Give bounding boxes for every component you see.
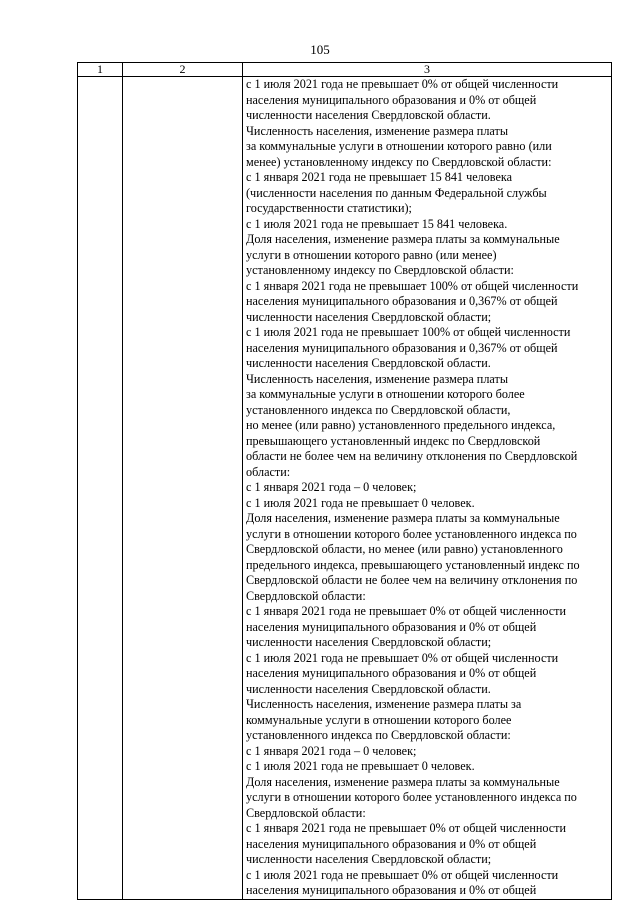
text-line: населения муниципального образования и 0% от общей xyxy=(246,666,537,680)
text-line: численности населения Свердловской области. xyxy=(246,681,491,696)
text-line: с 1 июля 2021 года не превышает 0 человек. xyxy=(246,495,475,510)
text-line: области не более чем на величину отклонения по Свердловской xyxy=(246,449,578,463)
text-line: с 1 января 2021 года не превышает 0% от общей численности xyxy=(246,604,567,618)
text-line: коммунальные услуги в отношении которого более xyxy=(246,712,512,727)
text-line: услуги в отношении которого более установленного индекса по xyxy=(246,790,577,804)
text-line: услуги в отношении которого более установленного индекса по xyxy=(246,526,577,541)
text-line: за коммунальные услуги в отношении которого равно (или xyxy=(246,139,552,153)
text-line: численности населения Свердловской области. xyxy=(246,108,491,122)
text-line: населения муниципального образования и 0% от общей xyxy=(246,836,537,851)
text-line: с 1 июля 2021 года не превышает 0% от общей численности xyxy=(246,650,559,665)
text-line: но менее (или равно) установленного предельного индекса, xyxy=(246,418,556,432)
column-header-3: 3 xyxy=(243,63,612,77)
text-line: Доля населения, изменение размера платы за коммунальные xyxy=(246,232,560,246)
text-line: Свердловской области не более чем на величину отклонения по xyxy=(246,573,578,587)
text-line: Доля населения, изменение размера платы за коммунальные xyxy=(246,511,560,525)
text-line: численности населения Свердловской области; xyxy=(246,309,492,324)
text-line: с 1 июля 2021 года не превышает 100% от общей численности xyxy=(246,325,571,339)
text-line: населения муниципального образования и 0% от общей xyxy=(246,619,537,634)
text-line: численности населения Свердловской области. xyxy=(246,356,491,370)
text-line: Свердловской области: xyxy=(246,805,366,820)
text-line: Численность населения, изменение размера платы за xyxy=(246,697,522,711)
table-cell-col-2 xyxy=(123,77,243,900)
text-line: установленному индексу по Свердловской области: xyxy=(246,263,514,277)
table-header-row xyxy=(78,63,612,77)
document-table xyxy=(77,62,612,900)
text-line: государственности статистики); xyxy=(246,201,412,215)
text-line: с 1 июля 2021 года не превышает 0% от общей численности xyxy=(246,77,559,91)
text-line: населения муниципального образования и 0% от общей xyxy=(246,883,537,897)
table-cell-col-1 xyxy=(78,77,123,900)
text-line: Доля населения, изменение размера платы за коммунальные xyxy=(246,774,560,789)
text-line: населения муниципального образования и 0,367% от общей xyxy=(246,294,558,308)
table-cell-col-3 xyxy=(243,77,612,900)
text-line: с 1 января 2021 года не превышает 15 841 человека xyxy=(246,170,513,184)
text-line: населения муниципального образования и 0,367% от общей xyxy=(246,340,558,355)
text-line: населения муниципального образования и 0% от общей xyxy=(246,92,537,107)
text-line: области: xyxy=(246,464,291,479)
text-line: с 1 июля 2021 года не превышает 15 841 человека. xyxy=(246,216,508,231)
column-header-1: 1 xyxy=(78,63,123,77)
text-line: (численности населения по данным Федеральной службы xyxy=(246,185,547,200)
text-line: Свердловской области, но менее (или равно) установленного xyxy=(246,542,563,556)
text-line: с 1 июля 2021 года не превышает 0% от общей численности xyxy=(246,867,559,882)
page-number: 105 xyxy=(310,42,330,57)
text-line: с 1 января 2021 года не превышает 100% от общей численности xyxy=(246,278,579,293)
text-line: превышающего установленный индекс по Свердловской xyxy=(246,433,541,448)
text-line: с 1 января 2021 года – 0 человек; xyxy=(246,743,417,758)
text-line: предельного индекса, превышающего установленный индекс по xyxy=(246,557,580,572)
table-row xyxy=(78,77,612,900)
text-line: за коммунальные услуги в отношении которого более xyxy=(246,387,525,401)
text-line: установленного индекса по Свердловской области, xyxy=(246,402,511,417)
text-line: численности населения Свердловской области; xyxy=(246,635,492,649)
text-line: с 1 января 2021 года не превышает 0% от общей численности xyxy=(246,821,567,835)
text-line: с 1 июля 2021 года не превышает 0 человек. xyxy=(246,759,475,773)
text-line: услуги в отношении которого равно (или менее) xyxy=(246,247,497,262)
text-line: Численность населения, изменение размера платы xyxy=(246,371,509,386)
text-line: с 1 января 2021 года – 0 человек; xyxy=(246,480,417,494)
text-line: менее) установленному индексу по Свердловской области: xyxy=(246,154,552,169)
column-header-2: 2 xyxy=(123,63,243,77)
text-line: Численность населения, изменение размера платы xyxy=(246,123,509,138)
text-line: Свердловской области: xyxy=(246,588,366,603)
text-line: численности населения Свердловской области; xyxy=(246,852,492,866)
text-line: установленного индекса по Свердловской области: xyxy=(246,728,511,742)
